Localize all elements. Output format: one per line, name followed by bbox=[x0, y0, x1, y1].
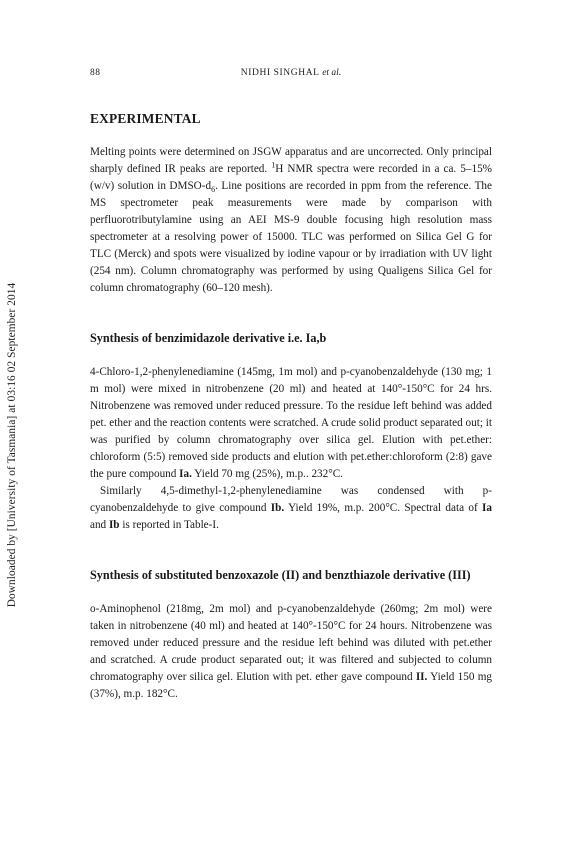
download-watermark-text: Downloaded by [University of Tasmania] at 03:16 02 September 2014 bbox=[6, 282, 18, 608]
benzoxazole-paragraph bbox=[90, 601, 492, 703]
experimental-text-1: Melting points were determined on JSGW apparatus and are uncorrected. Only principal sharply defined IR peaks are reported. bbox=[90, 146, 492, 175]
compound-ib-label: Ib. bbox=[270, 502, 285, 514]
compound-ia-ref: Ia bbox=[482, 502, 492, 514]
section-heading-benzimidazole: Synthesis of benzimidazole derivative i.e. Ia,b bbox=[90, 331, 327, 345]
d6-subscript: 6 bbox=[211, 185, 216, 195]
benzimidazole-p1-tail: Yield 70 mg (25%), m.p.. 232°C. bbox=[191, 468, 343, 480]
experimental-paragraph bbox=[90, 144, 492, 297]
body-column bbox=[90, 111, 492, 703]
section-heading-benzoxazole: Synthesis of substituted benzoxazole (II) and benzthiazole derivative (III) bbox=[90, 568, 471, 582]
compound-ii-label: II. bbox=[415, 671, 428, 683]
benzimidazole-p2-text-3: and bbox=[90, 519, 109, 531]
benzimidazole-paragraph-1 bbox=[90, 364, 492, 483]
running-author bbox=[90, 68, 492, 78]
page-number: 88 bbox=[90, 68, 101, 78]
experimental-text-2: H NMR spectra were recorded in a ca. 5–15% (w/v) solution in DMSO-d bbox=[90, 163, 492, 192]
section-heading-experimental: EXPERIMENTAL bbox=[90, 111, 201, 126]
download-watermark bbox=[2, 245, 22, 645]
benzimidazole-p2-text-4: is reported in Table-I. bbox=[119, 519, 219, 531]
author-name: NIDHI SINGHAL bbox=[240, 68, 320, 78]
benzimidazole-paragraph-2 bbox=[90, 483, 492, 534]
experimental-text-3: . Line positions are recorded in ppm from the reference. The MS spectrometer peak measurements were made by comparison with perfluorotributylamine using an AEI MS-9 double focusing high resolution mass spectrometer at a resolving power of 15000. TLC was performed on Silica Gel G for TLC (Merck) and spots were visualized by iodine vapour or by irradiation with UV light (254 nm). Column chromatography was performed by using Qualigens Silica Gel for column chromatography (60–120 mesh). bbox=[90, 180, 492, 294]
nmr-superscript: 1 bbox=[271, 160, 276, 170]
author-etal: et al. bbox=[322, 68, 342, 78]
benzimidazole-p2-text-2: Yield 19%, m.p. 200°C. Spectral data of bbox=[284, 502, 483, 514]
running-header bbox=[90, 68, 492, 82]
compound-ib-ref: Ib bbox=[108, 519, 120, 531]
benzimidazole-p2-text-1: Similarly 4,5-dimethyl-1,2-phenylenediamine was condensed with p-cyanobenzaldehyde to give compound bbox=[90, 485, 492, 514]
compound-ia-label: Ia. bbox=[179, 468, 192, 480]
benzimidazole-p1-text: 4-Chloro-1,2-phenylenediamine (145mg, 1m mol) and p-cyanobenzaldehyde (130 mg; 1 m mol) were mixed in nitrobenzene (20 ml) and heated at 140°-150°C for 24 hrs. Nitrobenzene was removed under reduced pressure. To the residue left behind was added pet. ether and the reaction contents were scratched. A crude solid product separated out; it was purified by column chromatography over silica gel. Elution with pet.ether: chloroform (5:5) removed side products and elution with pet.ether:chloroform (2:8) gave the pure compound bbox=[90, 366, 492, 480]
benzoxazole-p1-tail: Yield 150 mg (37%), m.p. 182°C. bbox=[90, 671, 492, 700]
benzoxazole-p1-text: o-Aminophenol (218mg, 2m mol) and p-cyanobenzaldehyde (260mg; 2m mol) were taken in nitrobenzene (40 ml) and heated at 140°-150°C for 24 hours. Nitrobenzene was removed under reduced pressure and the residue left behind was diluted with pet.ether and scratched. A crude product separated out; it was filtered and subjected to column chromatography over silica gel. Elution with pet. ether gave compound bbox=[90, 603, 492, 683]
